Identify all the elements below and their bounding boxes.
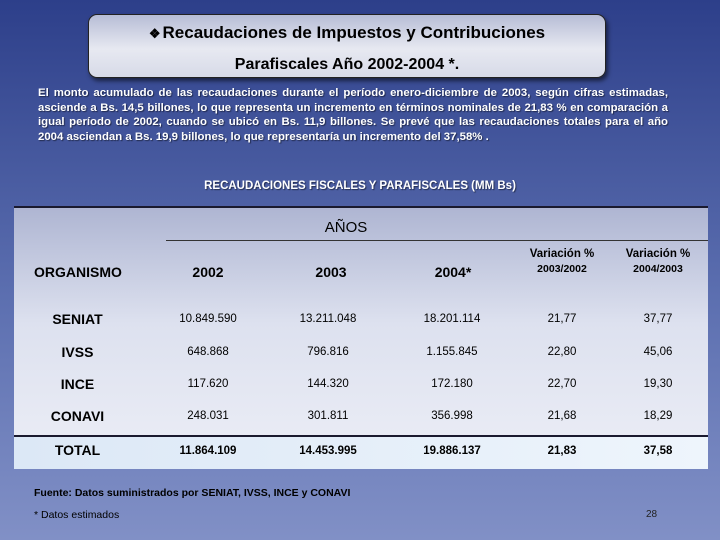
header-var1-line1: Variación % [529, 248, 595, 260]
estimate-note: * Datos estimados [34, 509, 120, 521]
header-var2-line1: Variación % [625, 248, 691, 260]
row-label-ince: INCE [60, 376, 95, 392]
header-2003: 2003 [315, 264, 347, 280]
cell-total-2002: 11.864.109 [179, 445, 237, 457]
slide-title-text: Recaudaciones de Impuestos y Contribuciones [162, 23, 546, 42]
cell-total-var1: 21,83 [547, 445, 577, 457]
header-2002: 2002 [192, 264, 224, 280]
cell-ivss-var2: 45,06 [643, 346, 673, 358]
cell-ivss-2004: 1.155.845 [426, 346, 478, 358]
cell-conavi-2002: 248.031 [187, 410, 229, 422]
header-2004: 2004* [434, 264, 472, 280]
header-var2-line2: 2004/2003 [633, 263, 683, 275]
slide-title-line-1 [89, 23, 605, 43]
cell-ince-2003: 144.320 [307, 378, 349, 390]
cell-ince-var1: 22,70 [547, 378, 577, 390]
revenue-table [14, 207, 708, 466]
years-group-label: AÑOS [324, 219, 368, 236]
years-group-rule [166, 240, 708, 241]
table-title: RECAUDACIONES FISCALES Y PARAFISCALES (MM Bs) [204, 180, 516, 192]
intro-paragraph: El monto acumulado de las recaudaciones durante el período enero-diciembre de 2003, según cifras estimadas, asciende a Bs. 14,5 billones, lo que representa un incremento en términos nominales de 21,83 % en comparación a igual período de 2002, cuando se ubicó en Bs. 11,9 billones. Se prevé que las recaudaciones totales para el año 2004 asciendan a Bs. 19,9 billones, lo que representaría un incremento del 37,58% . [38, 87, 668, 143]
cell-conavi-var1: 21,68 [547, 410, 577, 422]
slide-title-line-2: Parafiscales Año 2002-2004 *. [234, 56, 460, 73]
row-label-conavi: CONAVI [50, 408, 105, 424]
slide-title-box [88, 14, 606, 78]
cell-ince-2004: 172.180 [431, 378, 473, 390]
cell-conavi-2003: 301.811 [307, 410, 349, 422]
diamond-bullet-icon: ❖ [148, 26, 161, 41]
header-var-2004-2003 [608, 247, 708, 277]
source-note: Fuente: Datos suministrados por SENIAT, IVSS, INCE y CONAVI [34, 487, 351, 499]
cell-seniat-2003: 13.211.048 [299, 313, 357, 325]
cell-ivss-2003: 796.816 [307, 346, 349, 358]
row-label-total: TOTAL [54, 442, 101, 458]
cell-seniat-var2: 37,77 [643, 313, 673, 325]
cell-total-var2: 37,58 [643, 445, 673, 457]
header-var-2003-2002 [512, 247, 612, 277]
cell-ivss-2002: 648.868 [187, 346, 229, 358]
cell-conavi-2004: 356.998 [431, 410, 473, 422]
cell-total-2004: 19.886.137 [423, 445, 481, 457]
cell-seniat-var1: 21,77 [547, 313, 577, 325]
cell-ivss-var1: 22,80 [547, 346, 577, 358]
cell-ince-var2: 19,30 [643, 378, 673, 390]
header-organismo: ORGANISMO [34, 264, 122, 280]
row-label-seniat: SENIAT [52, 311, 103, 327]
table-top-rule [14, 206, 708, 208]
cell-seniat-2004: 18.201.114 [423, 313, 481, 325]
page-number: 28 [646, 509, 658, 520]
cell-conavi-var2: 18,29 [643, 410, 673, 422]
row-label-ivss: IVSS [61, 344, 94, 360]
cell-ince-2002: 117.620 [187, 378, 229, 390]
header-var1-line2: 2003/2002 [537, 263, 587, 275]
cell-seniat-2002: 10.849.590 [179, 313, 237, 325]
cell-total-2003: 14.453.995 [299, 445, 357, 457]
